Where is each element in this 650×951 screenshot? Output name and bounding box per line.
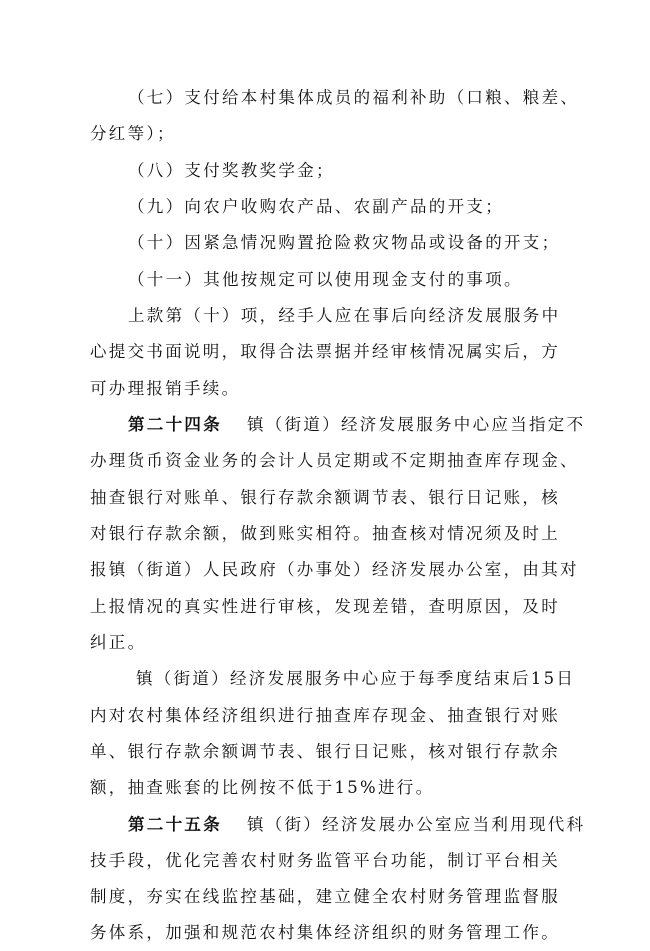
text-line: 单、银行存款余额调节表、银行日记账，核对银行存款余	[90, 742, 560, 761]
text-line: 制度，夯实在线监控基础，建立健全农村财务管理监督服	[90, 887, 560, 906]
text-line: （十）因紧急情况购置抢险救灾物品或设备的开支；	[128, 233, 561, 252]
text-line: （七）支付给本村集体成员的福利补助（口粮、粮差、	[128, 88, 580, 107]
text-line: 抽查银行对账单、银行存款余额调节表、银行日记账，核	[90, 488, 560, 507]
article-heading: 第二十五条	[128, 815, 222, 834]
article-heading: 第二十四条	[128, 415, 222, 434]
text-line: 镇（街）经济发展办公室应当利用现代科	[247, 815, 586, 834]
text-line: 报镇（街道）人民政府（办事处）经济发展办公室，由其对	[90, 560, 579, 579]
text-line: 额，抽查账套的比例按不低于15%进行。	[90, 778, 435, 797]
text-line: 内对农村集体经济组织进行抽查库存现金、抽查银行对账	[90, 706, 560, 725]
text-line: 分红等）；	[90, 124, 176, 143]
text-line: （八）支付奖教奖学金；	[128, 161, 335, 180]
text-line: （九）向农户收购农产品、农副产品的开支；	[128, 197, 504, 216]
text-line: 技手段，优化完善农村财务监管平台功能，制订平台相关	[90, 851, 560, 870]
text-line: 心提交书面说明，取得合法票据并经审核情况属实后，方	[90, 342, 560, 361]
text-line: 办理货币资金业务的会计人员定期或不定期抽查库存现金、	[90, 451, 579, 470]
text-line: 镇（街道）经济发展服务中心应当指定不	[247, 415, 586, 434]
text-line: （十一）其他按规定可以使用现金支付的事项。	[128, 270, 523, 289]
text-line: 务体系，加强和规范农村集体经济组织的财务管理工作。	[90, 923, 560, 942]
text-line: 对银行存款余额，做到账实相符。抽查核对情况须及时上	[90, 524, 560, 543]
text-line: 镇（街道）经济发展服务中心应于每季度结束后15日	[136, 669, 576, 688]
text-line: 纠正。	[90, 633, 147, 652]
text-line: 上报情况的真实性进行审核，发现差错，查明原因，及时	[90, 597, 560, 616]
text-line: 可办理报销手续。	[90, 379, 241, 398]
text-line: 上款第（十）项，经手人应在事后向经济发展服务中	[128, 306, 561, 325]
